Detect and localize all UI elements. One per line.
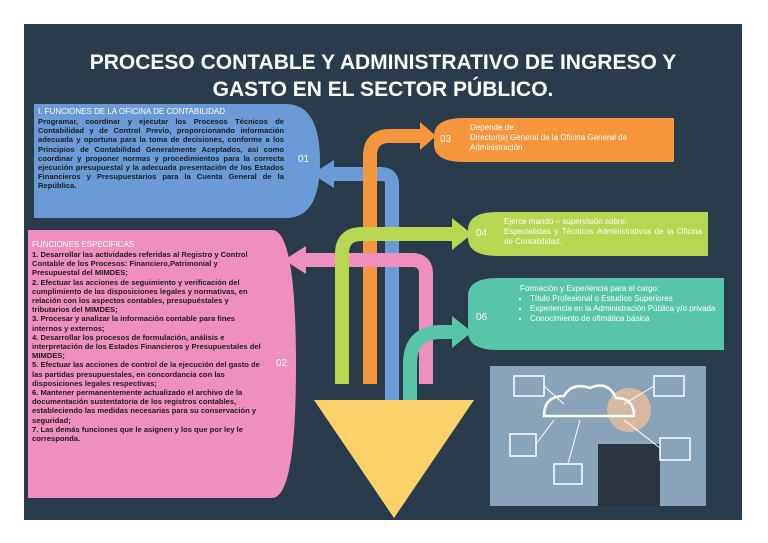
- panel-02-item-6: 6. Mantener permanentemente actualizado el archivo de la documentación sustentatoria de los registros contables, estableciendo las medidas necesarias para su conservación y seguridad;: [32, 388, 257, 425]
- panel-02-heading: FUNCIONES ESPECÍFICAS: [32, 240, 135, 249]
- poster-title-line1: PROCESO CONTABLE Y ADMINISTRATIVO DE INGRESO Y: [89, 51, 677, 74]
- panel-02-item-3: 3. Procesar y analizar la información contable para fines internos y externos;: [32, 314, 235, 333]
- panel-06-bullet-1: • Título Profesional o Estudios Superiores: [530, 294, 718, 304]
- panel-02-item-5: 5. Efectuar las acciones de control de la ejecución del gasto de las partidas presupuestales, en concordancia con las disposiciones legales respectivas;: [32, 360, 260, 388]
- green-arrow-head: [452, 218, 472, 250]
- panel-06-bullet-3: • Conocimiento de ofimática básica: [530, 314, 718, 324]
- panel-04-heading: Ejerce mando – supervisión sobre:: [504, 217, 628, 226]
- panel-03-content: [470, 123, 668, 153]
- panel-02-number: 02: [276, 358, 288, 369]
- yellow-down-arrow: [314, 400, 474, 518]
- panel-02-item-1: 1. Desarrollar las actividades referidas al Registro y Control Contable de los Procesos: Financiero,Patrimonial y Presupuestal del MIMDES;: [32, 250, 248, 278]
- panel-04-body: Especialistas y Técnicos Administrativos de la Oficina de Contabilidad.: [504, 227, 702, 246]
- panel-06-number: 06: [476, 312, 488, 323]
- panel-06-heading: Formación y Experiencia para el cargo:: [520, 284, 660, 293]
- orange-arrow-head: [420, 122, 436, 150]
- panel-03-number: 03: [440, 134, 452, 145]
- panel-03-heading: Depende de:: [470, 123, 516, 132]
- panel-02-item-2: 2. Efectuar las acciones de seguimiento y verificación del cumplimiento de las disposiciones legales y normativas, en relación con los aspectos contables, presupuéstales y tributarios del MIMDES;: [32, 277, 248, 315]
- panel-01-body: Programar, coordinar y ejecutar los Procesos Técnicos de Contabilidad y de Control Previo, proporcionando información adecuada y oportuna para la toma de decisiones, conforme a los Principios de Contabilidad Generalmente Aceptados, así como coordinar y proponer normas y procedimientos para la correcta ejecución presupuestal y la adecuada presentación de los Estados Financieros y Presupuestarios para la Cuenta General de la República.: [38, 117, 284, 191]
- cloud-computing-illustration: [490, 366, 706, 506]
- panel-01-heading: I. FUNCIONES DE LA OFICINA DE CONTABILIDAD: [38, 107, 225, 116]
- infographic-poster: [24, 24, 742, 520]
- panel-02-item-4: 4. Desarrollar los procesos de formulación, análisis e interpretación de los Estados Financieros y Presupuestales del MIMDES;: [32, 332, 261, 361]
- panel-06-content: [520, 284, 718, 324]
- panel-01-content: [38, 107, 284, 191]
- panel-04-number: 04: [476, 228, 488, 239]
- panel-01-number: 01: [298, 154, 310, 165]
- panel-03-body: Director(a) General de la Oficina General de Administración: [470, 133, 627, 152]
- panel-06-bullet-2: • Experiencia en la Administración Pública y/o privada: [530, 304, 718, 314]
- panel-02-content: [32, 240, 264, 443]
- panel-04-content: [504, 217, 702, 247]
- panel-02-item-7: 7. Las demás funciones que le asignen y los que por ley le corresponda.: [32, 424, 244, 444]
- poster-title-line2: GASTO EN EL SECTOR PÚBLICO.: [212, 78, 554, 101]
